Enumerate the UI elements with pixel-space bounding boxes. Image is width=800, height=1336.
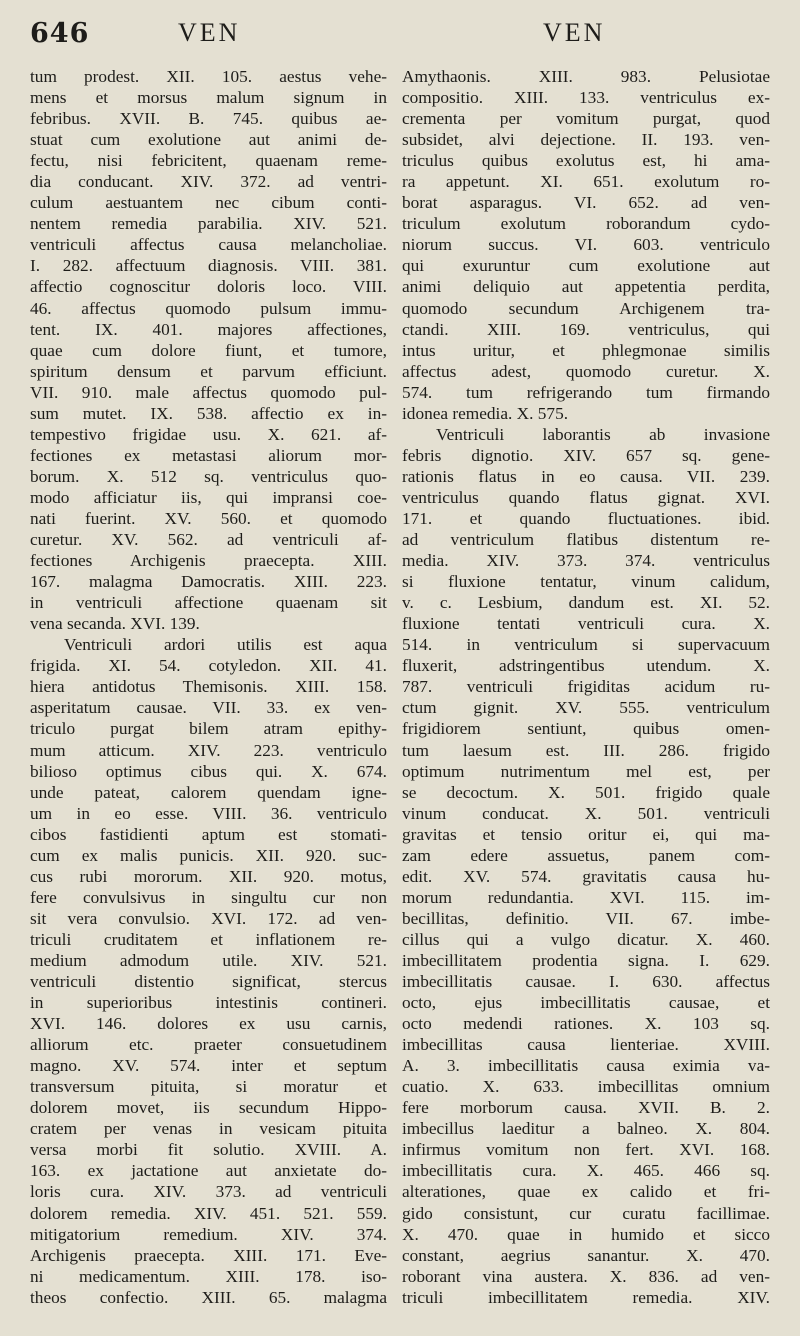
text-line: rationis flatus in eo causa. VII. 239. (402, 466, 770, 486)
text-line: v. c. Lesbium, dandum est. XI. 52. (402, 593, 770, 613)
text-line: imbecillitatis cura. X. 465. 466 sq. (402, 1161, 770, 1181)
text-line: mum atticum. XIV. 223. ventriculo (30, 740, 387, 760)
text-line: ventriculi affectus causa melancholiae. (30, 235, 387, 255)
text-line: fere morborum causa. XVII. B. 2. (402, 1098, 770, 1118)
text-line: intus uritur, et phlegmonae similis (402, 340, 770, 360)
text-line: febribus. XVII. B. 745. quibus ae- (30, 109, 387, 129)
left-column (30, 66, 387, 1308)
text-line: medium admodum utile. XIV. 521. (30, 950, 387, 970)
text-line: febris dignotio. XIV. 657 sq. gene- (402, 445, 770, 465)
text-line: si fluxione tentatur, vinum calidum, (402, 572, 770, 592)
text-line: quomodo secundum Archigenem tra- (402, 298, 770, 318)
text-line: 514. in ventriculum si supervacuum (402, 635, 770, 655)
text-line: triculi cruditatem et inflationem re- (30, 929, 387, 949)
text-line: ctandi. XIII. 169. ventriculus, qui (402, 319, 770, 339)
right-column (402, 66, 770, 1308)
text-line: 574. tum refrigerando tum firmando (402, 382, 770, 402)
text-line: loris cura. XIV. 373. ad ventriculi (30, 1182, 387, 1202)
text-line: optimum nutrimentum mel est, per (402, 761, 770, 781)
text-line: borat asparagus. VI. 652. ad ven- (402, 193, 770, 213)
text-line: um in eo esse. VIII. 36. ventriculo (30, 803, 387, 823)
text-line: VII. 910. male affectus quomodo pul- (30, 382, 387, 402)
text-line: becillitas, definitio. VII. 67. imbe- (402, 908, 770, 928)
text-line: alliorum etc. praeter consuetudinem (30, 1035, 387, 1055)
text-line: tum laesum est. III. 286. frigido (402, 740, 770, 760)
text-line: in ventriculi affectione quaenam sit (30, 593, 387, 613)
text-line: in superioribus intestinis contineri. (30, 993, 387, 1013)
text-line: fectiones ex metastasi aliorum mor- (30, 445, 387, 465)
text-line: fectiones Archigenis praecepta. XIII. (30, 551, 387, 571)
text-line: ad ventriculum flatibus distentum re- (402, 530, 770, 550)
text-line: infirmus vomitum non fert. XVI. 168. (402, 1140, 770, 1160)
text-line: quae cum dolore fiunt, et tumore, (30, 340, 387, 360)
text-line: affectus adest, quomodo curetur. X. (402, 361, 770, 381)
text-line: ni medicamentum. XIII. 178. iso- (30, 1266, 387, 1286)
text-line: modo afficiatur iis, qui impransi coe- (30, 487, 387, 507)
text-line: compositio. XIII. 133. ventriculus ex- (402, 88, 770, 108)
text-line: Archigenis praecepta. XIII. 171. Eve- (30, 1245, 387, 1265)
right-headword: VEN (543, 18, 606, 47)
text-line: sit vera convulsio. XVI. 172. ad ven- (30, 908, 387, 928)
text-line: dia conducant. XIV. 372. ad ventri- (30, 172, 387, 192)
text-line: animi deliquio aut appetentia perdita, (402, 277, 770, 297)
text-line: cum ex malis punicis. XII. 920. suc- (30, 845, 387, 865)
text-line: qui exuruntur cum exolutione aut (402, 256, 770, 276)
text-line: borum. X. 512 sq. ventriculus quo- (30, 466, 387, 486)
text-line: magno. XV. 574. inter et septum (30, 1056, 387, 1076)
text-line: octo medendi rationes. X. 103 sq. (402, 1014, 770, 1034)
text-line: alterationes, quae ex calido et fri- (402, 1182, 770, 1202)
text-line: niorum succus. VI. 603. ventriculo (402, 235, 770, 255)
text-line: versa morbi fit solutio. XVIII. A. (30, 1140, 387, 1160)
text-line: Ventriculi ardori utilis est aqua (64, 635, 387, 655)
text-line: se decoctum. X. 501. frigido quale (402, 782, 770, 802)
text-line: transversum pituita, si moratur et (30, 1077, 387, 1097)
text-line: vena secanda. XVI. 139. (30, 614, 200, 634)
text-line: frigida. XI. 54. cotyledon. XII. 41. (30, 656, 387, 676)
text-line: imbecillus laeditur a balneo. X. 804. (402, 1119, 770, 1139)
text-line: idonea remedia. X. 575. (402, 403, 569, 423)
text-line: XVI. 146. dolores ex usu carnis, (30, 1014, 387, 1034)
running-header (0, 14, 800, 54)
text-line: imbecillitatem prodentia signa. I. 629. (402, 950, 770, 970)
text-line: asperitatum causae. VII. 33. ex ven- (30, 698, 387, 718)
text-line: cratem per venas in vesicam pituita (30, 1119, 387, 1139)
text-line: tent. IX. 401. majores affectiones, (30, 319, 387, 339)
text-line: fluxerit, adstringentibus utendum. X. (402, 656, 770, 676)
text-line: ra appetunt. XI. 651. exolutum ro- (402, 172, 770, 192)
text-line: spiritum densum et parvum efficiunt. (30, 361, 387, 381)
text-line: cibos fastidienti aptum est stomati- (30, 824, 387, 844)
text-line: fectu, nisi febricitent, quaenam reme- (30, 151, 387, 171)
text-line: X. 470. quae in humido et sicco (402, 1224, 770, 1244)
page-number: 646 (30, 18, 90, 49)
text-line: hiera antidotus Themisonis. XIII. 158. (30, 677, 387, 697)
text-line: curetur. XV. 562. ad ventriculi af- (30, 530, 387, 550)
text-line: 46. affectus quomodo pulsum immu- (30, 298, 387, 318)
text-line: 171. et quando fluctuationes. ibid. (402, 508, 770, 528)
text-line: dolorem movet, iis secundum Hippo- (30, 1098, 387, 1118)
text-line: stuat cum exolutione aut animi de- (30, 130, 387, 150)
text-line: Amythaonis. XIII. 983. Pelusiotae (402, 67, 770, 86)
text-line: crementa per vomitum purgat, quod (402, 109, 770, 129)
text-line: octo, ejus imbecillitatis causae, et (402, 993, 770, 1013)
text-line: unde pateat, calorem quendam igne- (30, 782, 387, 802)
text-line: subsidet, alvi dejectione. II. 193. ven- (402, 130, 770, 150)
text-line: 167. malagma Damocratis. XIII. 223. (30, 572, 387, 592)
text-line: triculo purgat bilem atram epithy- (30, 719, 387, 739)
text-line: I. 282. affectuum diagnosis. VIII. 381. (30, 256, 387, 276)
text-line: bilioso optimus cibus qui. X. 674. (30, 761, 387, 781)
text-line: zam edere assuetus, panem com- (402, 845, 770, 865)
text-line: affectio cognoscitur doloris loco. VIII. (30, 277, 387, 297)
text-line: tempestivo frigidae usu. X. 621. af- (30, 424, 387, 444)
text-line: gravitas et tensio oritur ei, qui ma- (402, 824, 770, 844)
text-line: 163. ex jactatione aut anxietate do- (30, 1161, 387, 1181)
text-line: edit. XV. 574. gravitatis causa hu- (402, 866, 770, 886)
text-line: Ventriculi laborantis ab invasione (436, 424, 770, 444)
text-line: vinum conducat. X. 501. ventriculi (402, 803, 770, 823)
text-line: nentem remedia parabilia. XIV. 521. (30, 214, 387, 234)
text-line: mitigatorium remedium. XIV. 374. (30, 1224, 387, 1244)
text-line: mens et morsus malum signum in (30, 88, 387, 108)
text-line: theos confectio. XIII. 65. malagma (30, 1287, 387, 1307)
text-line: triculus quibus exolutus est, hi ama- (402, 151, 770, 171)
text-line: morum redundantia. XVI. 115. im- (402, 887, 770, 907)
text-line: constant, aegrius sanantur. X. 470. (402, 1245, 770, 1265)
text-line: roborant vina austera. X. 836. ad ven- (402, 1266, 770, 1286)
text-line: gido consistunt, cur curatu facillimae. (402, 1203, 770, 1223)
left-headword: VEN (178, 18, 241, 47)
text-line: triculi imbecillitatem remedia. XIV. (402, 1287, 770, 1307)
text-line: cuatio. X. 633. imbecillitas omnium (402, 1077, 770, 1097)
text-line: ventriculi distentio significat, stercus (30, 972, 387, 992)
text-line: ventriculus quando flatus gignat. XVI. (402, 487, 770, 507)
text-line: cus rubi mororum. XII. 920. motus, (30, 866, 387, 886)
text-line: dolorem remedia. XIV. 451. 521. 559. (30, 1203, 387, 1223)
text-line: A. 3. imbecillitatis causa eximia va- (402, 1056, 770, 1076)
text-line: fluxione tentati ventriculi cura. X. (402, 614, 770, 634)
text-line: nati fuerint. XV. 560. et quomodo (30, 508, 387, 528)
text-line: 787. ventriculi frigiditas acidum ru- (402, 677, 770, 697)
text-line: ctum gignit. XV. 555. ventriculum (402, 698, 770, 718)
text-line: tum prodest. XII. 105. aestus vehe- (30, 67, 387, 86)
text-line: triculum exolutum roborandum cydo- (402, 214, 770, 234)
text-line: culum aestuantem nec cibum conti- (30, 193, 387, 213)
text-line: cillus qui a vulgo dicatur. X. 460. (402, 929, 770, 949)
text-line: media. XIV. 373. 374. ventriculus (402, 551, 770, 571)
text-line: fere convulsivus in singultu cur non (30, 887, 387, 907)
text-line: imbecillitas causa lienteriae. XVIII. (402, 1035, 770, 1055)
text-line: frigidiorem sentiunt, quibus omen- (402, 719, 770, 739)
text-line: sum mutet. IX. 538. affectio ex in- (30, 403, 387, 423)
text-line: imbecillitatis causae. I. 630. affectus (402, 972, 770, 992)
